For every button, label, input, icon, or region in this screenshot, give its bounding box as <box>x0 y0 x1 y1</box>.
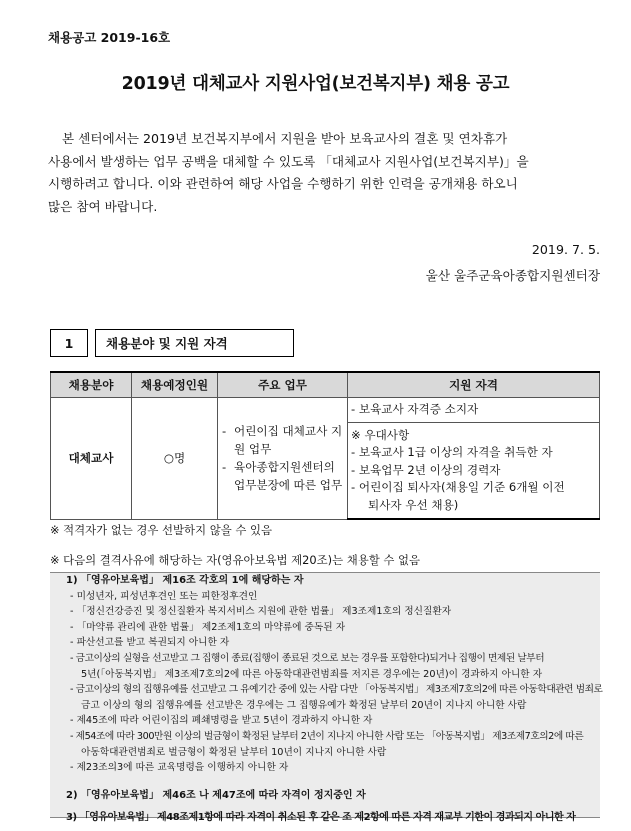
pref-item: - 보육교사 1급 이상의 자격을 취득한 자 <box>351 445 553 459</box>
disq-item-cont: 금고 이상의 형의 집행유예를 선고받은 경우에는 그 집행유예가 확정된 날부터 20년이 지나지 아니한 사람 <box>81 699 527 711</box>
disq-heading-1: 1) 「영유아보육법」 제16조 각호의 1에 해당하는 자 <box>66 575 304 586</box>
header-count: 채용예정인원 <box>132 372 218 397</box>
cell-qual-preferred <box>348 422 600 519</box>
notice-date: 2019. 7. 5. <box>531 242 600 257</box>
disq-item: - 금고이상의 형의 집행유예를 선고받고 그 유예기간 중에 있는 사람 다만 「아동복지법」 제3조제7호의2에 따른 아동학대관련 범죄로 <box>70 684 603 696</box>
disqualification-box <box>50 572 603 824</box>
intro-paragraph <box>48 128 600 218</box>
pref-item-cont: 퇴사자 우선 채용) <box>368 497 459 512</box>
cell-qual-required: - 보육교사 자격증 소지자 <box>348 397 600 422</box>
cell-duties <box>218 397 348 519</box>
cell-count: ○명 <box>132 397 218 519</box>
disq-item: - 미성년자, 피성년후견인 또는 피한정후견인 <box>70 590 258 602</box>
note-disqualification: ※ 다음의 결격사유에 해당하는 자(영유아보육법 제20조)는 채용할 수 없음 <box>50 553 420 567</box>
header-qualification: 지원 자격 <box>348 372 600 397</box>
pref-item: - 어린이집 퇴사자(채용일 기준 6개월 이전 <box>351 480 565 494</box>
recruitment-table <box>50 371 600 520</box>
intro-line: 사용에서 발생하는 업무 공백을 대체할 수 있도록 「대체교사 지원사업(보건복지부)」을 <box>48 153 529 169</box>
issuer-name: 울산 울주군육아종합지원센터장 <box>425 268 600 283</box>
intro-line: 본 센터에서는 2019년 보건복지부에서 지원을 받아 보육교사의 결혼 및 연차휴가 <box>62 131 508 146</box>
disq-item: - 금고이상의 실형을 선고받고 그 집행이 종료(집행이 종료된 것으로 보는 경우를 포함한다)되거나 집행이 면제된 날부터 <box>70 652 545 664</box>
duty-item: - 육아종합지원센터의 업무분장에 따른 업무 <box>222 460 343 492</box>
header-field: 채용분야 <box>51 372 132 397</box>
intro-line: 시행하려고 합니다. 이와 관련하여 해당 사업을 수행하기 위한 인력을 공개채용 하오니 <box>48 176 518 191</box>
disq-heading-2: 2) 「영유아보육법」 제46조 나 제47조에 따라 자격이 정지중인 자 <box>66 789 366 801</box>
section-number: 1 <box>50 329 88 357</box>
header-duties: 주요 업무 <box>218 372 348 397</box>
table-header-row <box>51 372 600 397</box>
disq-item: - 제54조에 따라 300만원 이상의 벌금형이 확정된 날부터 2년이 지나지 아니한 사람 또는 「아동복지법」 제3조제7호의2에 따른 <box>70 730 584 742</box>
disq-item: - 「정신건강증진 및 정신질환자 복지서비스 지원에 관한 법률」 제3조제1호의 정신질환자 <box>70 606 452 618</box>
disq-item: - 제45조에 따라 어린이집의 폐쇄명령을 받고 5년이 경과하지 아니한 자 <box>70 715 373 727</box>
disq-heading-3: 3) 「영유아보육법」 제48조제1항에 따라 자격이 취소된 후 같은 조 제2항에 따른 자격 재교부 기한이 경과되지 아니한 자 <box>66 812 576 824</box>
section-title: 채용분야 및 지원 자격 <box>95 329 294 357</box>
page-title: 2019년 대체교사 지원사업(보건복지부) 채용 공고 <box>121 74 510 94</box>
pref-item: - 보육업무 2년 이상의 경력자 <box>351 462 501 477</box>
disq-item: - 제23조의3에 따른 교육명령을 이행하지 아니한 자 <box>70 762 289 774</box>
note-no-candidate: ※ 적격자가 없는 경우 선발하지 않을 수 있음 <box>50 523 272 537</box>
cell-field: 대체교사 <box>51 397 132 519</box>
duty-item: - 어린이집 대체교사 지원 업무 <box>222 424 343 456</box>
pref-title: ※ 우대사항 <box>351 427 410 442</box>
disq-item: - 파산선고를 받고 복권되지 아니한 자 <box>70 637 230 649</box>
table-row <box>51 397 600 422</box>
disq-item-cont: 5년(「아동복지법」 제3조제7호의2에 따른 아동학대관련범죄를 저지른 경우에는 20년)이 경과하지 아니한 자 <box>81 668 543 680</box>
disq-item-cont: 아동학대관련범죄로 벌금형이 확정된 날부터 10년이 지나지 아니한 사람 <box>81 746 387 758</box>
intro-line: 많은 참여 바랍니다. <box>48 198 158 214</box>
notice-number: 채용공고 2019-16호 <box>48 30 171 45</box>
disq-item: - 「마약류 관리에 관한 법률」 제2조제1호의 마약류에 중독된 자 <box>70 621 346 633</box>
